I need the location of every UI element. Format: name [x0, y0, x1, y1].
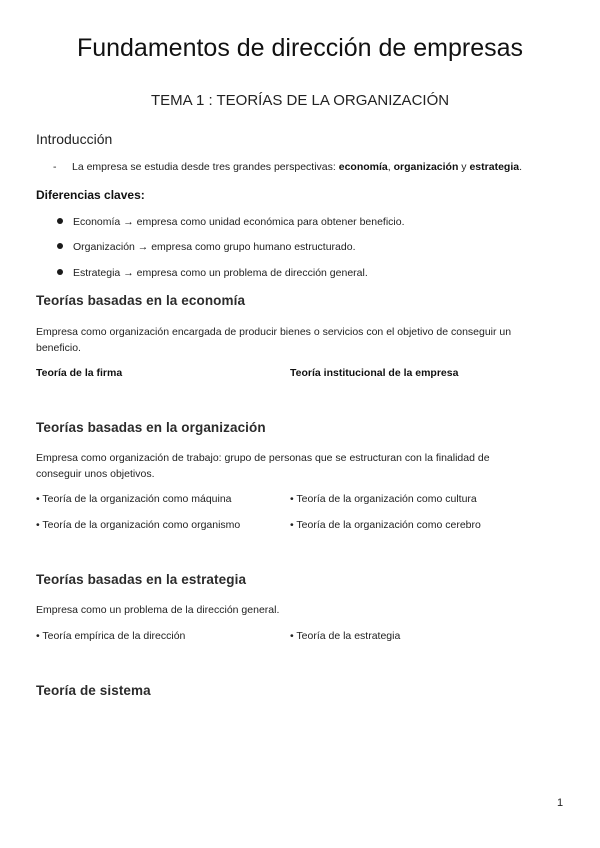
bullet-dot-icon [57, 243, 63, 249]
intro-heading: Introducción [36, 131, 113, 147]
difference-item-economia [57, 216, 405, 228]
organization-item: • Teoría de la organización como cultura [290, 493, 477, 505]
intro-line [53, 161, 522, 173]
page-number: 1 [557, 797, 564, 809]
dash-marker: - [53, 161, 57, 173]
differences-heading: Diferencias claves: [36, 188, 145, 202]
keyword-economia: economía [338, 161, 388, 173]
organization-item: • Teoría de la organización como cerebro [290, 519, 481, 531]
strategy-item: • Teoría empírica de la dirección [36, 630, 186, 642]
organization-heading: Teorías basadas en la organización [36, 420, 266, 435]
bullet-dot-icon [57, 218, 63, 224]
document-title: Fundamentos de dirección de empresas [76, 34, 524, 62]
separator-1: , [387, 161, 394, 173]
organization-item: • Teoría de la organización como organismo [36, 519, 241, 531]
strategy-heading: Teorías basadas en la estrategia [36, 572, 247, 587]
difference-item-estrategia [57, 267, 368, 279]
organization-paragraph: Empresa como organización de trabajo: grupo de personas que se estructuran con la finalidad de conseguir unos objetivos. [36, 452, 490, 480]
economy-heading: Teorías basadas en la economía [36, 293, 246, 308]
difference-text: Economía → empresa como unidad económica para obtener beneficio. [73, 216, 405, 228]
difference-text: Organización → empresa como grupo humano estructurado. [73, 241, 356, 253]
separator-2: y [458, 161, 470, 173]
bullet-dot-icon [57, 269, 63, 275]
intro-line-end: . [519, 161, 522, 173]
intro-line-text: La empresa se estudia desde tres grandes perspectivas: [72, 161, 339, 173]
difference-text: Estrategia → empresa como un problema de dirección general. [73, 267, 368, 279]
strategy-paragraph: Empresa como un problema de la dirección general. [36, 604, 280, 616]
strategy-item: • Teoría de la estrategia [290, 630, 401, 642]
difference-item-organizacion [57, 241, 355, 253]
keyword-estrategia: estrategia [469, 161, 520, 173]
economy-col-left: Teoría de la firma [36, 367, 123, 379]
systems-heading: Teoría de sistema [36, 683, 151, 698]
economy-col-right: Teoría institucional de la empresa [290, 367, 459, 379]
document-subtitle: TEMA 1 : TEORÍAS DE LA ORGANIZACIÓN [150, 92, 450, 109]
organization-item: • Teoría de la organización como máquina [36, 493, 232, 505]
keyword-organizacion: organización [393, 161, 459, 173]
economy-paragraph: Empresa como organización encargada de producir bienes o servicios con el objetivo de conseguir un beneficio. [36, 326, 512, 354]
